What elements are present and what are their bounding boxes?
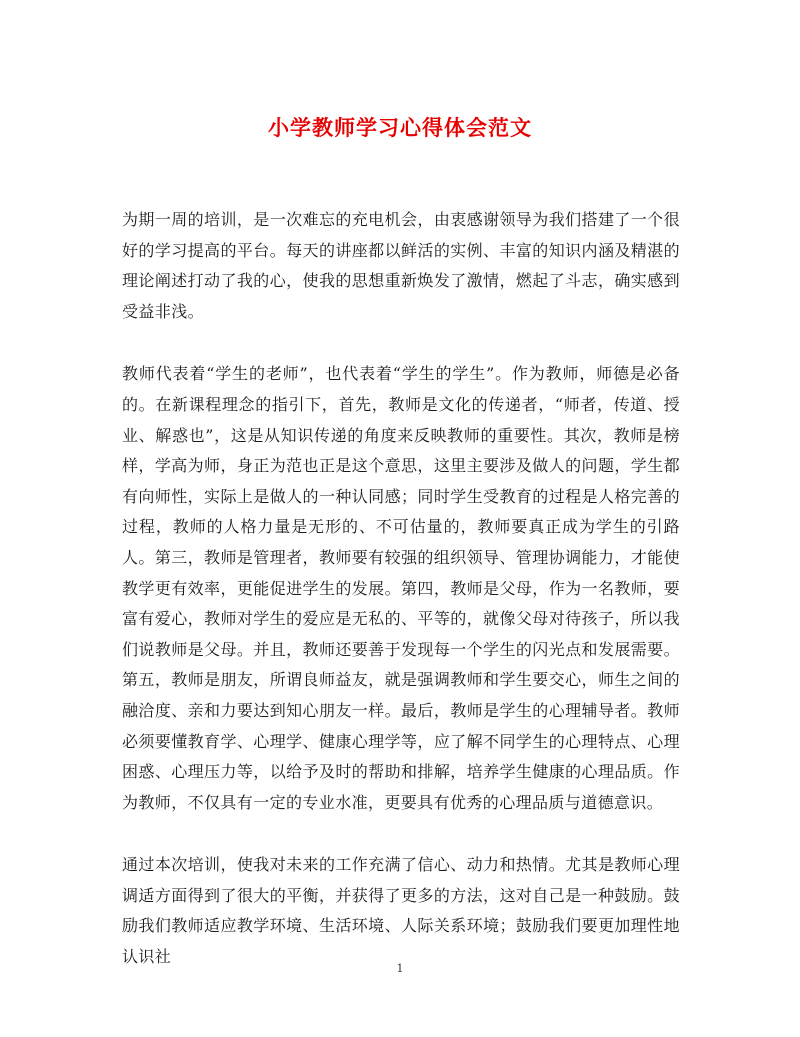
paragraph-3: 通过本次培训，使我对未来的工作充满了信心、动力和热情。尤其是教师心理调适方面得到了很大的平衡，并获得了更多的方法，这对自己是一种鼓励。鼓励我们教师适应教学环境、生活环境、人际关系环境；鼓励我们要更加理性地认识社 <box>122 855 680 967</box>
document-title: 小学教师学习心得体会范文 <box>268 115 532 140</box>
page-number: 1 <box>396 962 404 975</box>
paragraph-2: 教师代表着“学生的老师”，也代表着“学生的学生”。作为教师，师德是必备的。在新课程理念的指引下，首先，教师是文化的传递者，“师者，传道、授业、解惑也”，这是从知识传递的角度来反映教师的重要性。其次，教师是榜样，学高为师，身正为范也正是这个意思，这里主要涉及做人的问题，学生都有向师性，实际上是做人的一种认同感；同时学生受教育的过程是人格完善的过程，教师的人格力量是无形的、不可估量的，教师要真正成为学生的引路人。第三，教师是管理者，教师要有较强的组织领导、管理协调能力，才能使教学更有效率，更能促进学生的发展。第四，教师是父母，作为一名教师，要富有爱心，教师对学生的爱应是无私的、平等的，就像父母对待孩子，所以我们说教师是父母。并且，教师还要善于发现每一个学生的闪光点和发展需要。第五，教师是朋友，所谓良师益友，就是强调教师和学生要交心，师生之间的融洽度、亲和力要达到知心朋友一样。最后，教师是学生的心理辅导者。教师必须要懂教育学、心理学、健康心理学等，应了解不同学生的心理特点、心理困惑、心理压力等，以给予及时的帮助和排解，培养学生健康的心理品质。作为教师，不仅具有一定的专业水准，更要具有优秀的心理品质与道德意识。 <box>122 364 680 812</box>
paragraph-1: 为期一周的培训，是一次难忘的充电机会，由衷感谢领导为我们搭建了一个很好的学习提高的平台。每天的讲座都以鲜活的实例、丰富的知识内涵及精湛的理论阐述打动了我的心，使我的思想重新焕发了激情，燃起了斗志，确实感到受益非浅。 <box>122 210 680 321</box>
document-body <box>122 205 680 1005</box>
